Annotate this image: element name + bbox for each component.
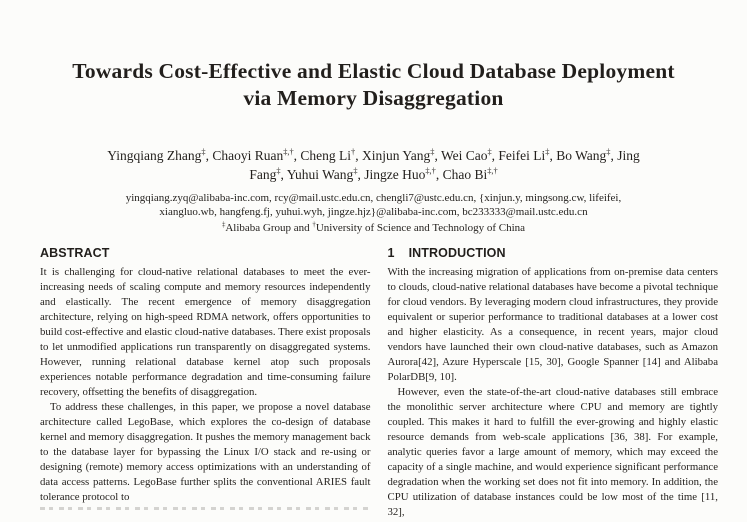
email-line-2: xiangluo.wb, hangfeng.fj, yuhui.wyh, jingze.hjz}@alibaba-inc.com, bc233333@mail.ustc.edu.cn xyxy=(159,206,588,218)
abstract-heading: ABSTRACT xyxy=(40,246,110,260)
left-column-abstract xyxy=(40,246,371,522)
paper-title-line-2: via Memory Disaggregation xyxy=(243,86,504,110)
right-column-introduction xyxy=(388,246,719,522)
affiliation-line: ‡Alibaba Group and †University of Science and Technology of China xyxy=(221,221,526,234)
introduction-paragraph-1: With the increasing migration of applications from on-premise data centers to clouds, cloud-native relational databases have become a pivotal technique for cloud vendors. By leveraging modern cloud infrastructures, they provide equivalent or superior performance to traditional databases at a lower cost and higher elasticity. As a consequence, in recent years, major cloud vendors have launched their own cloud-native databases, such as Amazon Aurora[42], Azure Hyperscale [15, 30], Google Spanner [14] and Alibaba PolarDB[9, 10]. xyxy=(387,266,718,383)
abstract-paragraph-1: It is challenging for cloud-native relational databases to meet the ever-increasing needs of scaling compute and memory resources independently and elastically. The recent emergence of memory disaggregation architecture, relying on high-speed RDMA network, offers opportunities to build cost-effective and elastic cloud-native databases. There exist proposals to let unmodified applications run transparently on disaggregated systems. However, running relational database kernel atop such proposals experiences notable performance degradation and time-consuming failure recovery, offsetting the benefits of disaggregation. xyxy=(40,266,371,398)
author-line-1: Yingqiang Zhang‡, Chaoyi Ruan‡,†, Cheng Li†, Xinjun Yang‡, Wei Cao‡, Feifei Li‡, Bo Wang‡, Jing xyxy=(107,147,640,163)
email-line-1: yingqiang.zyq@alibaba-inc.com, rcy@mail.ustc.edu.cn, chengli7@ustc.edu.cn, {xinjun.y, mingsong.cw, lifeifei, xyxy=(125,192,622,204)
author-emails xyxy=(0,191,747,219)
introduction-heading xyxy=(388,246,719,260)
section-title: INTRODUCTION xyxy=(408,246,506,260)
abstract-paragraph-2: To address these challenges, in this paper, we propose a novel database architecture called LegoBase, which explores the co-design of database kernel and memory disaggregation. It pushes the memory management back to the database layer for bypassing the Linux I/O stack and re-using or designing (remote) memory access optimizations with an understanding of data access patterns. LegoBase further splits the conventional ARIES fault tolerance protocol to xyxy=(40,401,371,503)
page-cutoff-text-sliver xyxy=(40,507,371,510)
paper-title xyxy=(0,58,747,112)
author-list xyxy=(0,146,747,184)
section-number: 1 xyxy=(387,246,395,260)
author-line-2: Fang‡, Yuhui Wang‡, Jingze Huo‡,†, Chao Bi‡,† xyxy=(249,166,498,182)
introduction-paragraph-2: However, even the state-of-the-art cloud-native databases still embrace the monolithic server architecture where CPU and memory are tightly coupled. This makes it hard to fulfill the ever-growing and highly elastic resource demands from web-scale applications [36, 38]. For example, analytic queries favor a large amount of memory, which may exceed the capacity of a single machine, and would experience significant performance degradation when the working set does not fit into memory. In addition, the CPU utilization of database instances could be low most of the time [11, 32], xyxy=(387,386,718,518)
two-column-body xyxy=(0,246,747,522)
paper-title-line-1: Towards Cost-Effective and Elastic Cloud Database Deployment xyxy=(72,59,675,83)
